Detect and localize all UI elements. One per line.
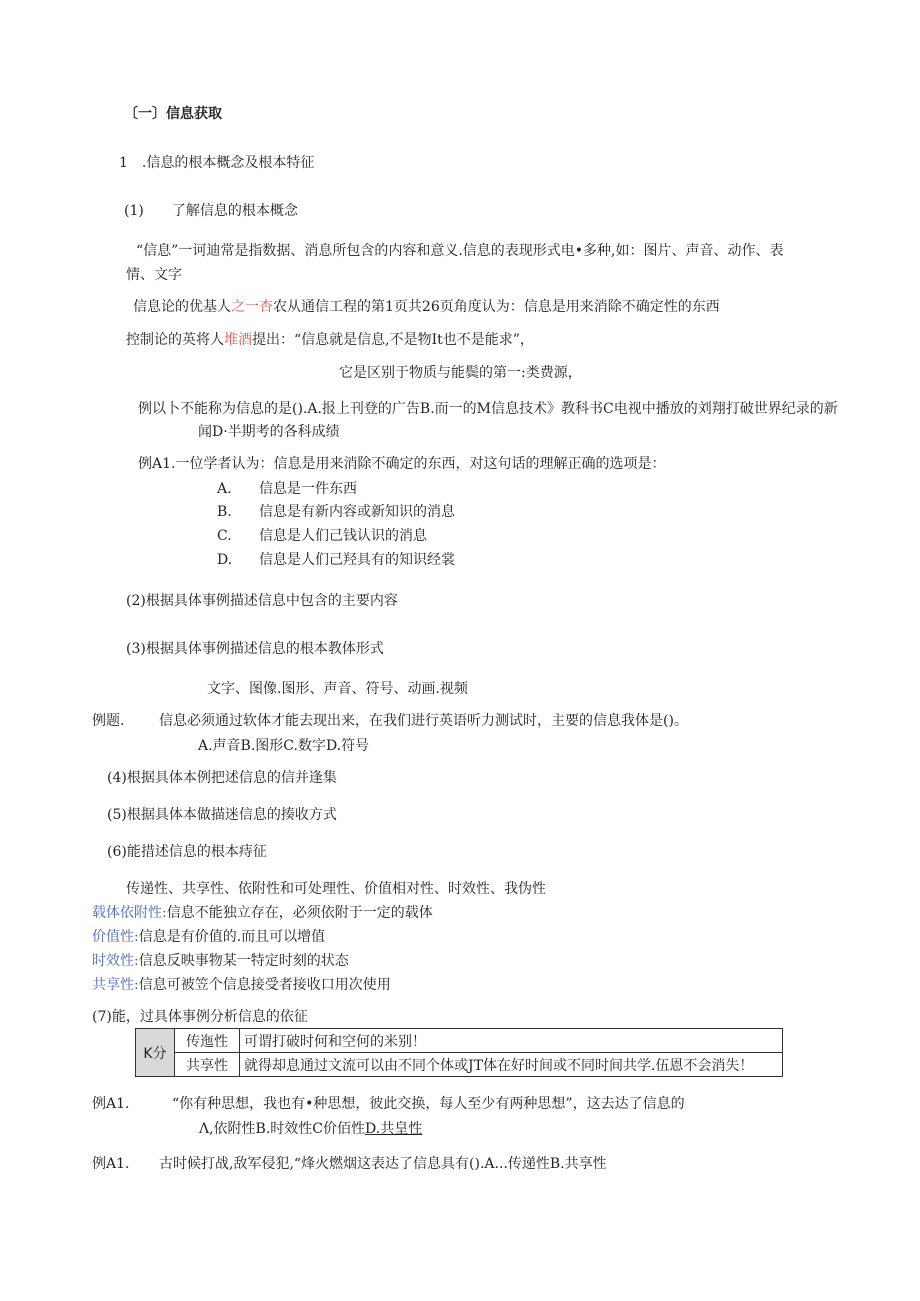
para-3 <box>126 331 534 349</box>
subheading-1: (1) 了解信息的根本概念 <box>124 203 298 219</box>
para-2 <box>133 298 720 316</box>
option-a-letter: A. <box>217 481 232 497</box>
table-cell-desc: 可谓打破时何和空何的米别！ <box>240 1029 783 1053</box>
item-1-heading: 1 .信息的根本概念及根本特征 <box>119 155 315 171</box>
para-3-name: 堆酒 <box>224 332 252 348</box>
feature-text: 信息是有价值的.而且可以增值 <box>138 929 326 945</box>
para-3-post: 提出：“信息就是信息,不是物It也不是能求”， <box>252 332 534 348</box>
example-5-question: 古时候打战,敌军侵犯,“烽火燃烟这表达了信息具有().A...传递性B.共享性 <box>159 1156 607 1172</box>
forms-list: 文字、图像.图形、声音、符号、动画.视频 <box>207 681 468 697</box>
features-table <box>135 1028 783 1077</box>
option-c-letter: C. <box>217 528 232 544</box>
table-row <box>136 1053 783 1077</box>
feature-def-timeliness <box>92 952 349 970</box>
feature-text: 信息反映事物某一特定时刻的状态 <box>138 953 349 969</box>
para-1-line-1: “信息”一诃迪常是指数据、消息所包含的内容和意义.信息的表现形式电•多种,如：图片、声音、动作、表 <box>136 243 784 259</box>
para-1-line-2: 情、文字 <box>126 267 182 283</box>
subheading-5: (5)根据具体本做描迷信息的揍收方式 <box>107 807 337 823</box>
example-4-options <box>199 1120 422 1138</box>
para-4: 它是区别于物质与能鬓的第一:类费源， <box>339 365 582 381</box>
feature-term: 价值性: <box>92 929 139 945</box>
example-4-label: 例A1. <box>92 1096 130 1112</box>
example-1-line-2: 闻D·半期考的各科成绩 <box>198 424 340 440</box>
feature-text: 信息可被笠个信息接受者接收口用次使用 <box>138 977 391 993</box>
option-d-letter: D. <box>217 552 233 568</box>
features-list: 传递性、共享性、依附性和可处理性、价值相对性、时效性、我伪性 <box>126 881 546 897</box>
table-cell-desc: 就得却息通过文流可以由不同个体或JT体在好时间或不同时间共学.伍恩不会消失！ <box>240 1053 783 1077</box>
example-3-label: 例题. <box>92 713 125 729</box>
para-3-pre: 控制论的英将人 <box>126 332 224 348</box>
option-b-text: 信息是有新内容或新知识的消息 <box>259 504 455 520</box>
subheading-3: (3)根据具体事例描述信息的根本教体形式 <box>126 641 384 657</box>
table-cell-name: 传迤性 <box>175 1029 240 1053</box>
feature-term: 时效性: <box>92 953 139 969</box>
example-5-label: 例A1. <box>92 1156 130 1172</box>
subheading-7: (7)能，过具体事例分析信息的依征 <box>92 1009 308 1025</box>
subheading-6: (6)能措述信息的根本痔征 <box>107 844 267 860</box>
feature-def-sharing <box>92 976 391 994</box>
option-c-text: 信息是人们己钱认识的消息 <box>259 528 427 544</box>
subheading-2: (2)根据具体事例描述信息中包含的主要内容 <box>126 593 398 609</box>
option-d-text: 信息是人们己羟具有的知识经裳 <box>259 552 455 568</box>
table-row <box>136 1029 783 1053</box>
example-1-line-1: 例以卜不能称为信息的是().A.报上刊登的广告B.而一的M信息技术》教科书C电视中播放的刘翔打破世界纪录的新 <box>138 401 838 417</box>
example-3-question: 信息必须通过软体才能去现出来，在我们进行英语听力测试时，主要的信息我体是()。 <box>159 713 688 729</box>
section-title: 〔一〕信息获取 <box>124 106 222 122</box>
example-2-question: 例A1.一位学者认为：信息是用来消除不确定的东西，对这句话的理解正确的选项是： <box>138 456 666 472</box>
subheading-4: (4)根据具体本例把述信息的信并逢集 <box>107 770 337 786</box>
example-4-question: “你有种思想，我也有•种思想，彼此交换，每人至少有两种思想”，这去达了信息的 <box>172 1096 685 1112</box>
para-2-post: 农从通信工程的第1页共26页角度认为：信息是用来消除不确定性的东西 <box>273 299 720 315</box>
example-3-options: A.声音B.图形C.数字D.符号 <box>198 738 370 754</box>
feature-term: 共享性: <box>92 977 139 993</box>
table-cell-name: 共享性 <box>175 1053 240 1077</box>
example-4-options-plain: Λ,依附性B.时效性C价佰性 <box>199 1121 366 1137</box>
para-2-name: 之一杏 <box>231 299 273 315</box>
feature-term: 载体依附性: <box>92 905 167 921</box>
example-4-option-d: D.共皇性 <box>365 1121 423 1137</box>
option-a-text: 信息是一件东西 <box>259 481 357 497</box>
feature-def-carrier <box>92 904 433 922</box>
para-2-pre: 信息论的优基人 <box>133 299 231 315</box>
option-b-letter: B. <box>217 504 232 520</box>
feature-text: 信息不能独立存在，必须依附于一定的载体 <box>166 905 433 921</box>
table-head-cell: K分 <box>136 1029 175 1077</box>
feature-def-value <box>92 928 325 946</box>
